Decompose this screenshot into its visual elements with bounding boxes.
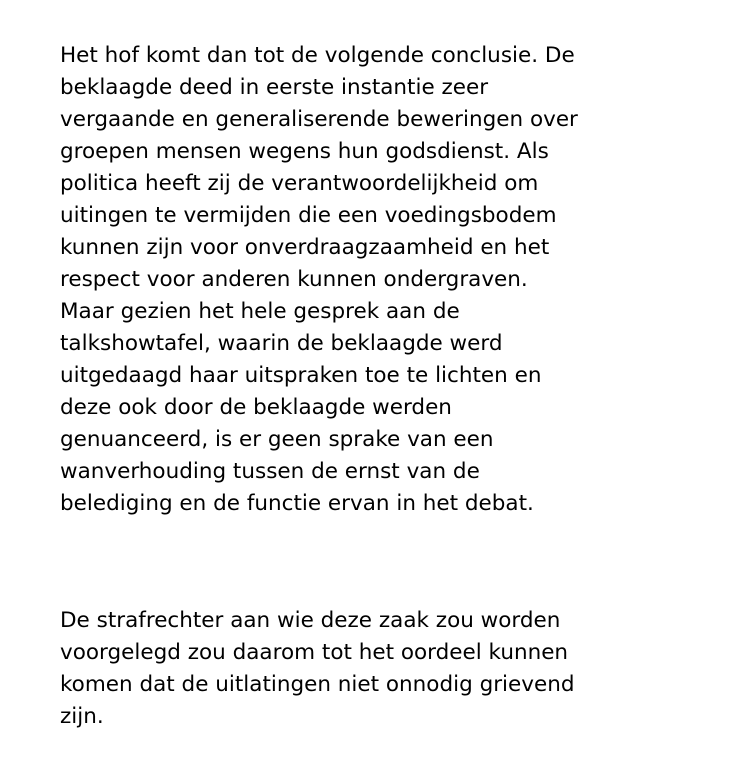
text-line: respect voor anderen kunnen ondergraven. [60, 267, 528, 292]
text-line: uitingen te vermijden die een voedingsbodem [60, 203, 557, 228]
text-line: beklaagde deed in eerste instantie zeer [60, 75, 489, 100]
text-line: belediging en de functie ervan in het debat. [60, 491, 534, 516]
text-line: talkshowtafel, waarin de beklaagde werd [60, 331, 503, 356]
text-line: voorgelegd zou daarom tot het oordeel kunnen [60, 640, 569, 665]
text-line: Maar gezien het hele gesprek aan de [60, 299, 460, 324]
text-line: komen dat de uitlatingen niet onnodig grievend [60, 672, 575, 697]
text-line: genuanceerd, is er geen sprake van een [60, 427, 494, 452]
paragraph-conclusion [60, 40, 578, 520]
text-line: uitgedaagd haar uitspraken toe te lichten en [60, 363, 542, 388]
text-line: zijn. [60, 704, 104, 729]
text-line: kunnen zijn voor onverdraagzaamheid en het [60, 235, 550, 260]
text-line: groepen mensen wegens hun godsdienst. Als [60, 139, 549, 164]
document-body [60, 40, 578, 733]
text-line: Het hof komt dan tot de volgende conclusie. De [60, 43, 575, 68]
text-line: deze ook door de beklaagde werden [60, 395, 452, 420]
text-line: politica heeft zij de verantwoordelijkheid om [60, 171, 539, 196]
text-line: De strafrechter aan wie deze zaak zou worden [60, 608, 561, 633]
text-line: vergaande en generaliserende beweringen over [60, 107, 578, 132]
text-line: wanverhouding tussen de ernst van de [60, 459, 480, 484]
paragraph-judgment [60, 605, 578, 733]
